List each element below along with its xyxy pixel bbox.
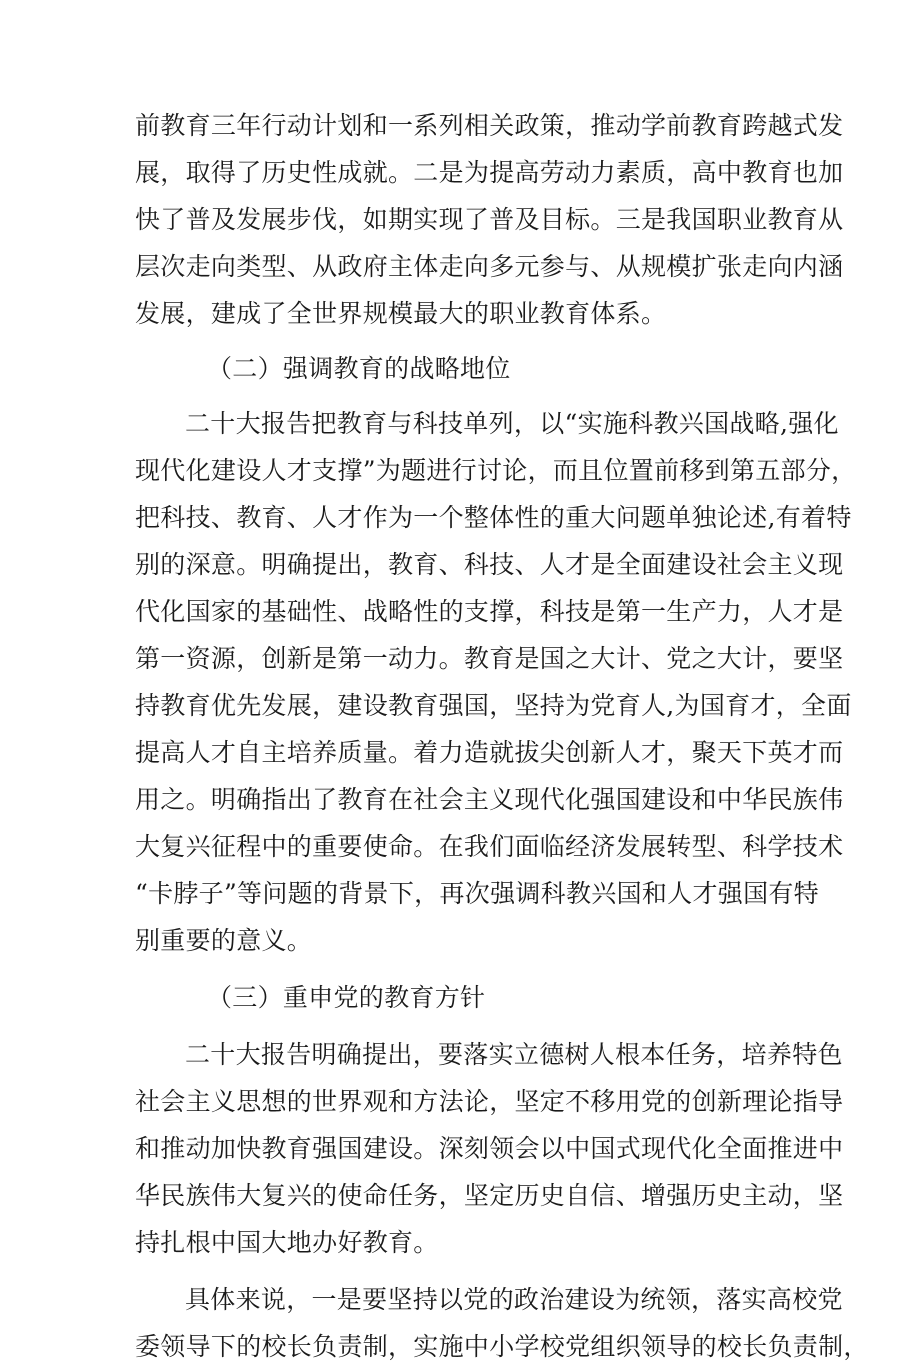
text-line: 代化国家的基础性、战略性的支撑，科技是第一生产力，人才是	[135, 597, 844, 626]
text-line: 具体来说，一是要坚持以党的政治建设为统领，落实高校党	[185, 1285, 843, 1314]
paragraph-section-3	[135, 1031, 844, 1266]
text-line: 二十大报告明确提出，要落实立德树人根本任务，培养特色	[185, 1040, 843, 1069]
text-line: 持扎根中国大地办好教育。	[135, 1228, 439, 1257]
text-line: 和推动加快教育强国建设。深刻领会以中国式现代化全面推进中	[135, 1134, 844, 1163]
heading-text: （三）重申党的教育方针	[207, 983, 486, 1012]
text-line: 发展，建成了全世界规模最大的职业教育体系。	[135, 299, 667, 328]
paragraph-section-3-details	[135, 1276, 869, 1370]
text-line: 持教育优先发展，建设教育强国，坚持为党育人,为国育才，全面	[135, 691, 852, 720]
text-line: 提高人才自主培养质量。着力造就拔尖创新人才，聚天下英才而	[135, 738, 844, 767]
paragraph-intro	[135, 102, 844, 337]
text-line: 第一资源，创新是第一动力。教育是国之大计、党之大计，要坚	[135, 644, 844, 673]
text-line: 快了普及发展步伐，如期实现了普及目标。三是我国职业教育从	[135, 205, 844, 234]
text-line: 华民族伟大复兴的使命任务，坚定历史自信、增强历史主动，坚	[135, 1181, 844, 1210]
text-line: 把科技、教育、人才作为一个整体性的重大问题单独论述,有着特	[135, 503, 852, 532]
document-body	[135, 102, 869, 1370]
section-heading-2	[135, 345, 791, 392]
text-line: 委领导下的校长负责制，实施中小学校党组织领导的校长负责制，	[135, 1332, 869, 1361]
text-line: 社会主义思想的世界观和方法论，坚定不移用党的创新理论指导	[135, 1087, 844, 1116]
paragraph-section-2	[135, 400, 857, 964]
text-line: 二十大报告把教育与科技单列，以“实施科教兴国战略,强化	[185, 409, 839, 438]
text-line: 别重要的意义。	[135, 926, 313, 955]
heading-text: （二）强调教育的战略地位	[207, 354, 511, 383]
text-line: 用之。明确指出了教育在社会主义现代化强国建设和中华民族伟	[135, 785, 844, 814]
text-line: 别的深意。明确提出，教育、科技、人才是全面建设社会主义现	[135, 550, 844, 579]
section-heading-3	[135, 974, 791, 1021]
text-line: 大复兴征程中的重要使命。在我们面临经济发展转型、科学技术	[135, 832, 844, 861]
text-line: “卡脖子”等问题的背景下，再次强调科教兴国和人才强国有特	[135, 879, 819, 908]
text-line: 展，取得了历史性成就。二是为提高劳动力素质，高中教育也加	[135, 158, 844, 187]
text-line: 现代化建设人才支撑”为题进行讨论，而且位置前移到第五部分，	[135, 456, 857, 485]
text-line: 层次走向类型、从政府主体走向多元参与、从规模扩张走向内涵	[135, 252, 844, 281]
text-line: 前教育三年行动计划和一系列相关政策，推动学前教育跨越式发	[135, 111, 844, 140]
